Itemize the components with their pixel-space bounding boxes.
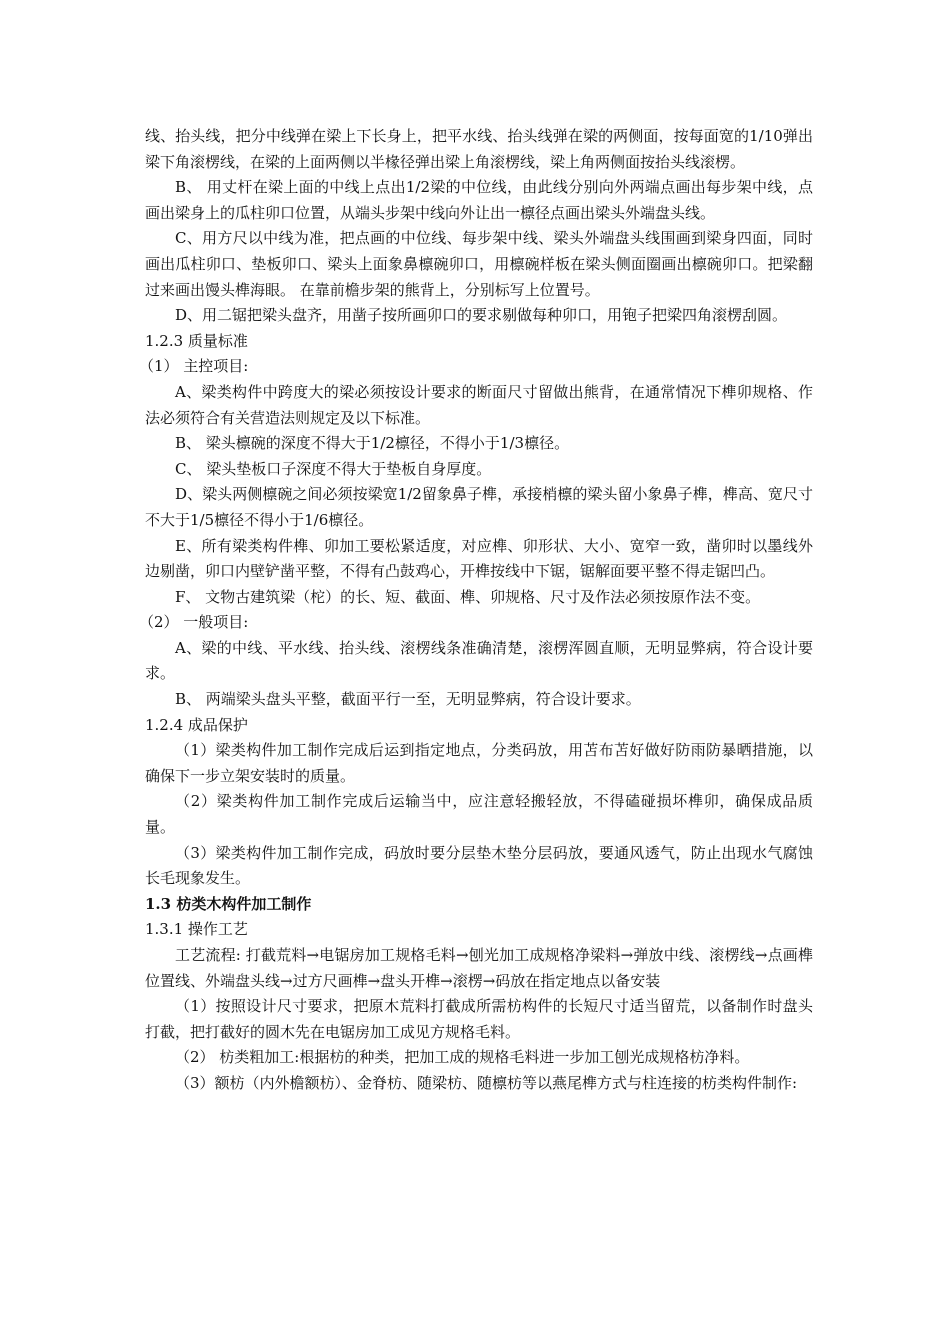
paragraph: A、梁的中线、平水线、抬头线、滚楞线条准确清楚，滚楞浑圆直顺，无明显弊病，符合设计要求。 bbox=[145, 638, 813, 683]
paragraph: D、用二锯把梁头盘齐，用凿子按所画卯口的要求剔做每种卯口，用铇子把梁四角滚楞刮圆。 bbox=[175, 306, 788, 325]
section-heading: 1.2.4 成品保护 bbox=[145, 715, 248, 734]
paragraph: （1）按照设计尺寸要求，把原木荒料打截成所需枋构件的长短尺寸适当留荒，以备制作时盘头打截，把打截好的圆木先在电锯房加工成见方规格毛料。 bbox=[145, 997, 813, 1041]
paragraph: （2） 枋类粗加工:根据枋的种类，把加工成的规格毛料进一步加工刨光成规格枋净料。 bbox=[175, 1048, 750, 1067]
paragraph: 工艺流程: 打截荒料→电锯房加工规格毛料→刨光加工成规格净梁料→弹放中线、滚楞线→点画榫位置线、外端盘头线→过方尺画榫→盘头开榫→滚楞→码放在指定地点以备安装 bbox=[145, 946, 813, 990]
paragraph: B、 用丈杆在梁上面的中线上点出1/2梁的中位线，由此线分别向外两端点画出每步架中线，点画出梁身上的瓜柱卯口位置，从端头步架中线向外让出一檩径点画出梁头外端盘头线。 bbox=[145, 178, 813, 222]
paragraph: （3）梁类构件加工制作完成，码放时要分层垫木垫分层码放，要通风透气，防止出现水气腐蚀长毛现象发生。 bbox=[145, 843, 813, 888]
paragraph: A、梁类构件中跨度大的梁必须按设计要求的断面尺寸留做出熊背，在通常情况下榫卯规格、作法必须符合有关营造法则规定及以下标准。 bbox=[145, 382, 813, 427]
paragraph: 线、抬头线，把分中线弹在梁上下长身上，把平水线、抬头线弹在梁的两侧面，按每面宽的1/10弹出梁下角滚楞线，在梁的上面两侧以半椽径弹出梁上角滚楞线，梁上角两侧面按抬头线滚楞。 bbox=[145, 127, 813, 171]
paragraph: E、所有梁类构件榫、卯加工要松紧适度，对应榫、卯形状、大小、宽窄一致，凿卯时以墨线外边剔凿，卯口内壁铲凿平整，不得有凸鼓鸡心，开榫按线中下锯，锯解面要平整不得走锯凹凸。 bbox=[145, 536, 813, 581]
paragraph: （1）梁类构件加工制作完成后运到指定地点，分类码放，用苫布苫好做好防雨防暴晒措施，以确保下一步立架安装时的质量。 bbox=[145, 741, 813, 785]
paragraph: （2）梁类构件加工制作完成后运输当中，应注意轻搬轻放，不得磕碰损坏榫卯，确保成品质量。 bbox=[145, 792, 813, 837]
paragraph: B、 梁头檩碗的深度不得大于1/2檩径，不得小于1/3檩径。 bbox=[175, 434, 570, 453]
paragraph: B、 两端梁头盘头平整，截面平行一至，无明显弊病，符合设计要求。 bbox=[175, 690, 641, 709]
paragraph: C、用方尺以中线为准，把点画的中位线、每步架中线、梁头外端盘头线围画到梁身四面，同时画出瓜柱卯口、垫板卯口、梁头上面象鼻檩碗卯口，用檩碗样板在梁头侧面圈画出檩碗卯口。把梁翻过来画出馒头榫海眼。 在靠前檐步架的熊背上，分别标写上位置号。 bbox=[145, 229, 813, 299]
paragraph: C、 梁头垫板口子深度不得大于垫板自身厚度。 bbox=[175, 459, 492, 478]
paragraph: F、 文物古建筑梁（柁）的长、短、截面、榫、卯规格、尺寸及作法必须按原作法不变。 bbox=[175, 587, 761, 606]
paragraph: （3）额枋（内外檐额枋）、金脊枋、随梁枋、随檩枋等以燕尾榫方式与柱连接的枋类构件制作: bbox=[175, 1073, 798, 1092]
section-heading: 1.3.1 操作工艺 bbox=[145, 920, 248, 939]
section-heading: 1.2.3 质量标准 bbox=[145, 331, 248, 350]
paragraph: D、梁头两侧檩碗之间必须按梁宽1/2留象鼻子榫，承接梢檩的梁头留小象鼻子榫，榫高、宽尺寸不大于1/5檩径不得小于1/6檩径。 bbox=[145, 485, 813, 529]
chapter-heading: 1.3 枋类木构件加工制作 bbox=[145, 894, 312, 913]
subsection-heading: （2） 一般项目: bbox=[139, 613, 249, 632]
document-body bbox=[139, 124, 813, 1097]
subsection-heading: （1） 主控项目: bbox=[139, 357, 249, 376]
